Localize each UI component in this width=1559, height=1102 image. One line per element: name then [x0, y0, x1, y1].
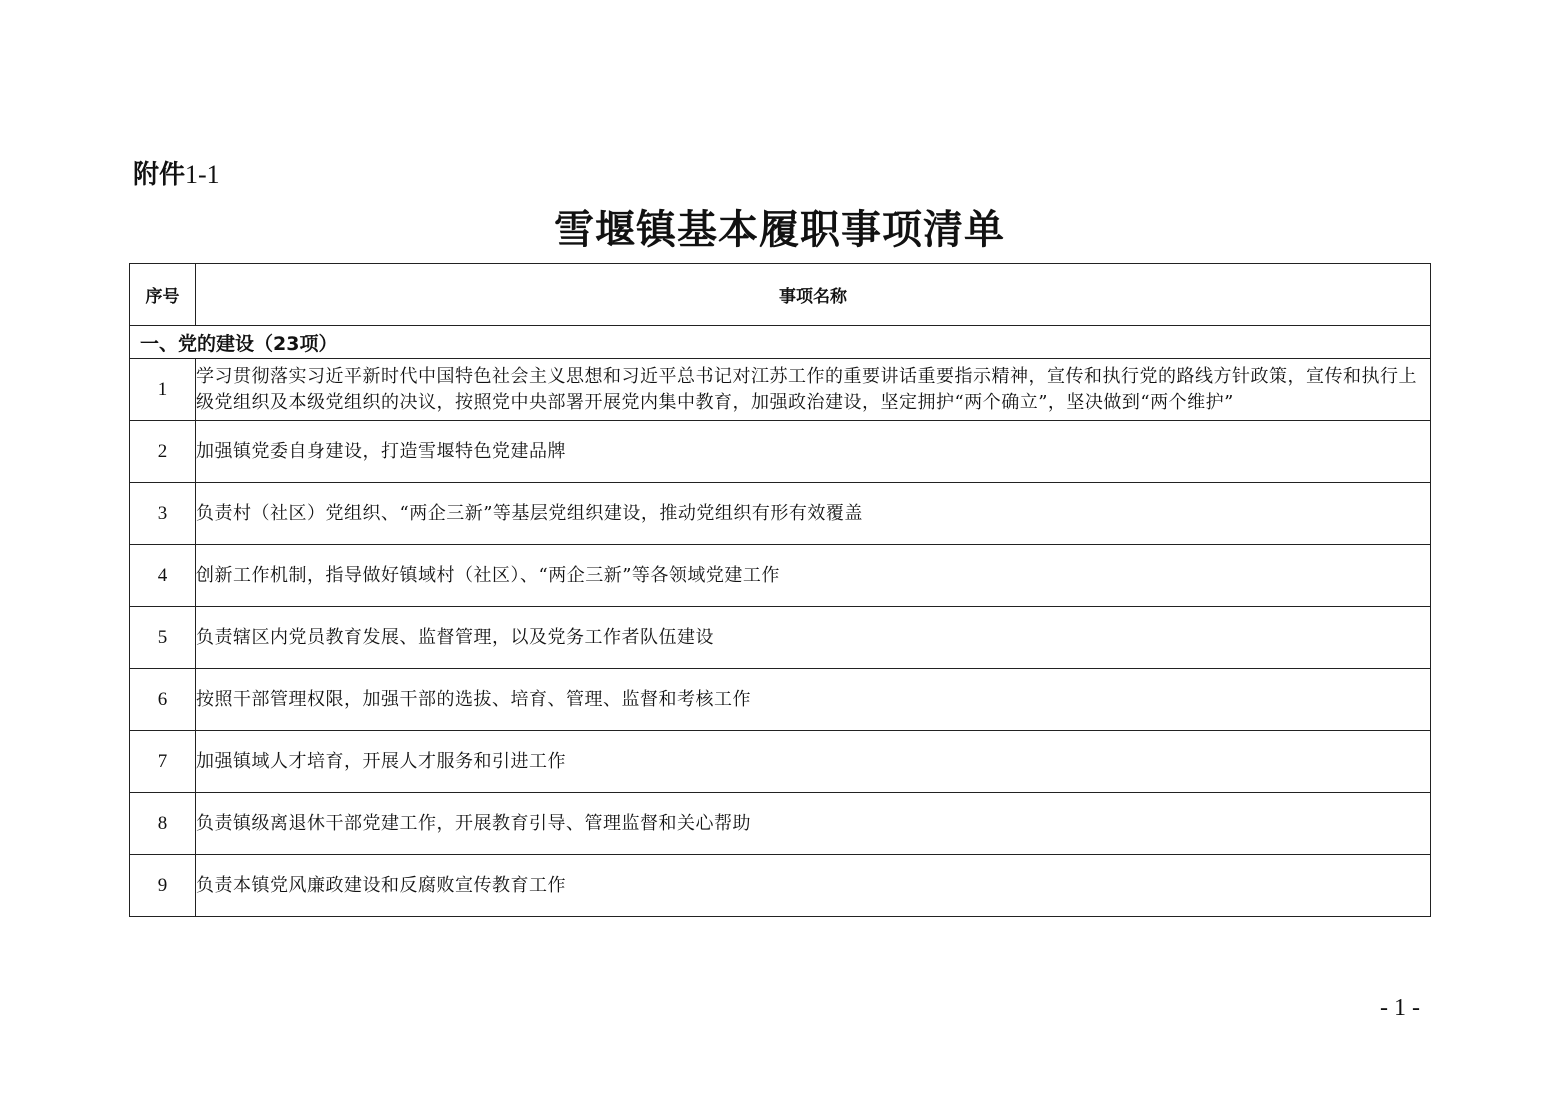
- table-row: [130, 359, 1431, 421]
- row-item-name: 负责镇级离退休干部党建工作，开展教育引导、管理监督和关心帮助: [196, 793, 1431, 855]
- header-item-name: 事项名称: [196, 264, 1431, 326]
- table-row: [130, 855, 1431, 917]
- table-row: [130, 607, 1431, 669]
- page-number: - 1 -: [1380, 995, 1420, 1021]
- row-index: 6: [130, 669, 196, 731]
- row-item-name: 负责村（社区）党组织、“两企三新”等基层党组织建设，推动党组织有形有效覆盖: [196, 483, 1431, 545]
- row-index: 7: [130, 731, 196, 793]
- duty-items-table: [129, 263, 1431, 917]
- table-row: [130, 731, 1431, 793]
- table-row: [130, 793, 1431, 855]
- table-row: [130, 545, 1431, 607]
- row-item-name: 加强镇党委自身建设，打造雪堰特色党建品牌: [196, 421, 1431, 483]
- table-row: [130, 421, 1431, 483]
- document-title: 雪堰镇基本履职事项清单: [554, 206, 1005, 253]
- section-heading: 一、党的建设（23项）: [130, 326, 1431, 359]
- row-item-name: 加强镇域人才培育，开展人才服务和引进工作: [196, 731, 1431, 793]
- row-item-name: 学习贯彻落实习近平新时代中国特色社会主义思想和习近平总书记对江苏工作的重要讲话重要指示精神，宣传和执行党的路线方针政策，宣传和执行上级党组织及本级党组织的决议，按照党中央部署开展党内集中教育，加强政治建设，坚定拥护“两个确立”，坚决做到“两个维护”: [196, 359, 1431, 421]
- row-index: 2: [130, 421, 196, 483]
- attachment-prefix: 附件: [133, 160, 186, 190]
- table-row: [130, 669, 1431, 731]
- row-index: 4: [130, 545, 196, 607]
- table-row: [130, 483, 1431, 545]
- table-header-row: [130, 264, 1431, 326]
- attachment-number: 1-1: [185, 160, 220, 189]
- attachment-label: [133, 158, 220, 192]
- row-item-name: 负责本镇党风廉政建设和反腐败宣传教育工作: [196, 855, 1431, 917]
- row-item-name: 负责辖区内党员教育发展、监督管理，以及党务工作者队伍建设: [196, 607, 1431, 669]
- row-index: 1: [130, 359, 196, 421]
- row-item-name: 按照干部管理权限，加强干部的选拔、培育、管理、监督和考核工作: [196, 669, 1431, 731]
- row-index: 9: [130, 855, 196, 917]
- row-index: 5: [130, 607, 196, 669]
- section-row: [130, 326, 1431, 359]
- row-index: 3: [130, 483, 196, 545]
- row-item-name: 创新工作机制，指导做好镇域村（社区）、“两企三新”等各领域党建工作: [196, 545, 1431, 607]
- header-index: 序号: [130, 264, 196, 326]
- row-index: 8: [130, 793, 196, 855]
